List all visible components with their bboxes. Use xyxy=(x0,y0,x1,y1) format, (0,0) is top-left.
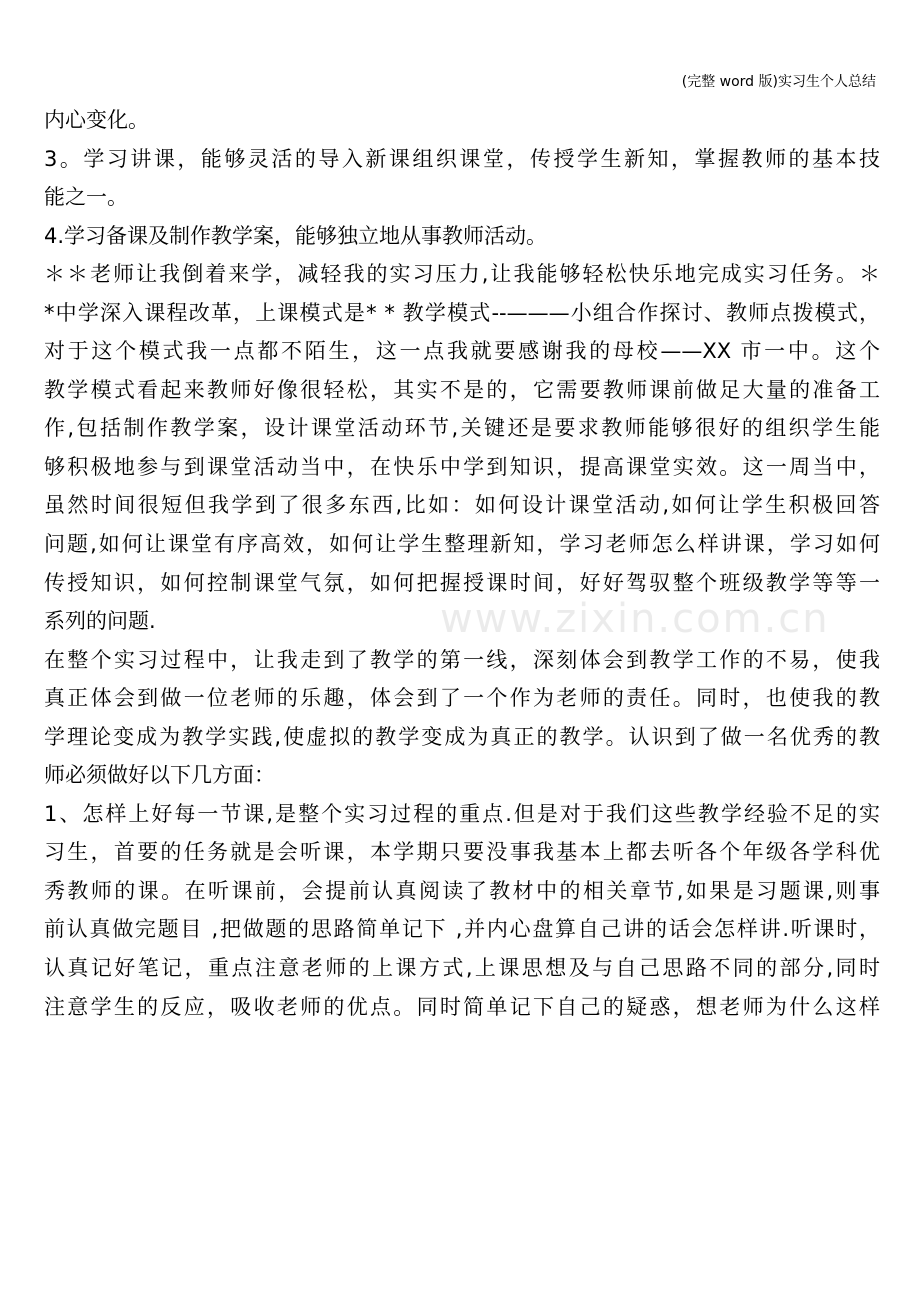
text-line: 教学模式看起来教师好像很轻松，其实不是的，它需要教师课前做足大量的准备工 xyxy=(44,377,880,402)
text-line: 够积极地参与到课堂活动当中，在快乐中学到知识，提高课堂实效。这一周当中， xyxy=(44,454,880,479)
text-line: 学理论变成为教学实践,使虚拟的教学变成为真正的教学。认识到了做一名优秀的教 xyxy=(44,724,880,749)
text-line: 虽然时间很短但我学到了很多东西,比如：如何设计课堂活动,如何让学生积极回答 xyxy=(44,493,880,518)
text-line: 能之一。 xyxy=(44,185,128,210)
text-line: 传授知识，如何控制课堂气氛，如何把握授课时间，好好驾驭整个班级教学等等一 xyxy=(44,570,880,595)
text-line: 前认真做完题目 ,把做题的思路简单记下 ,并内心盘算自己讲的话会怎样讲.听课时， xyxy=(44,917,880,942)
text-line: 真正体会到做一位老师的乐趣，体会到了一个作为老师的责任。同时，也使我的教 xyxy=(44,686,880,711)
watermark: www.zixin.com.cn xyxy=(440,596,830,642)
text-line: 注意学生的反应，吸收老师的优点。同时简单记下自己的疑惑，想老师为什么这样 xyxy=(44,994,880,1019)
running-header: (完整 word 版)实习生个人总结 xyxy=(681,74,876,90)
text-line: 4.学习备课及制作教学案，能够独立地从事教师活动。 xyxy=(44,223,548,248)
text-line: 认真记好笔记，重点注意老师的上课方式,上课思想及与自己思路不同的部分,同时 xyxy=(44,956,880,981)
text-line: 在整个实习过程中，让我走到了教学的第一线，深刻体会到教学工作的不易，使我 xyxy=(44,647,880,672)
text-line: ＊＊老师让我倒着来学，减轻我的实习压力,让我能够轻松快乐地完成实习任务。＊ xyxy=(44,262,880,287)
text-line: 师必须做好以下几方面： xyxy=(44,763,275,788)
text-line: 问题,如何让课堂有序高效，如何让学生整理新知，学习老师怎么样讲课，学习如何 xyxy=(44,532,880,557)
text-line: 系列的问题. xyxy=(44,609,156,634)
text-line: *中学深入课程改革，上课模式是* * 教学模式--———小组合作探讨、教师点拨模式， xyxy=(44,300,880,325)
text-line: 1、怎样上好每一节课,是整个实习过程的重点.但是对于我们这些教学经验不足的实 xyxy=(44,801,880,826)
text-line: 秀教师的课。在听课前，会提前认真阅读了教材中的相关章节,如果是习题课,则事 xyxy=(44,878,880,903)
text-line: 对于这个模式我一点都不陌生，这一点我就要感谢我的母校——XX 市一中。这个 xyxy=(44,339,880,364)
text-line: 内心变化。 xyxy=(44,108,149,132)
body-text xyxy=(44,101,880,1026)
text-line: 习生，首要的任务就是会听课，本学期只要没事我基本上都去听各个年级各学科优 xyxy=(44,840,880,865)
text-line: 3。学习讲课，能够灵活的导入新课组织课堂，传授学生新知，掌握教师的基本技 xyxy=(44,146,880,171)
text-line: 作,包括制作教学案，设计课堂活动环节,关键还是要求教师能够很好的组织学生能 xyxy=(44,416,880,441)
